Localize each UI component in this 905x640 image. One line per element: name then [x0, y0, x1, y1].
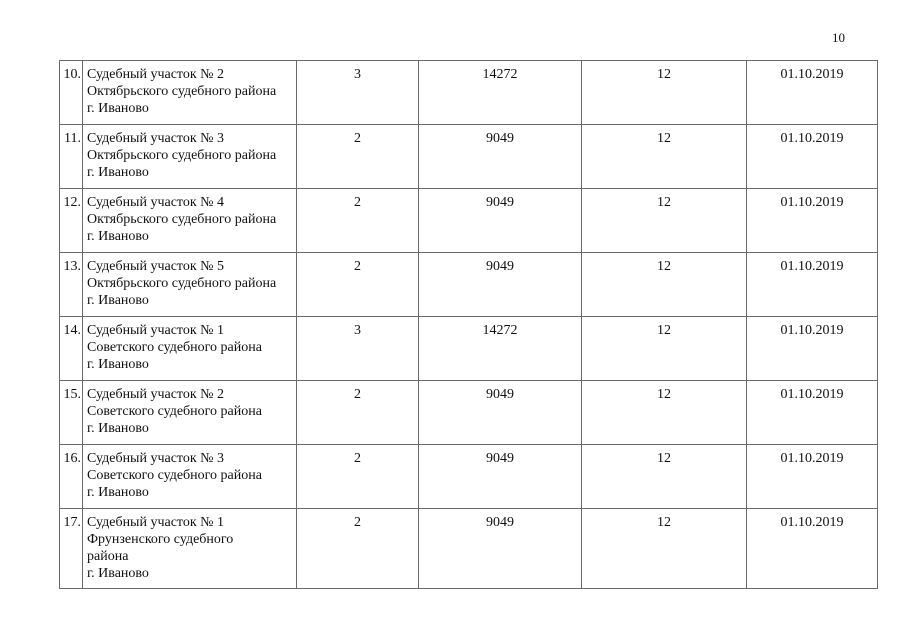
staff-count-cell: 2	[297, 125, 419, 189]
court-name-cell	[83, 381, 297, 445]
court-name-cell	[83, 317, 297, 381]
date-cell: 01.10.2019	[747, 445, 878, 509]
row-number-cell: 14.	[60, 317, 83, 381]
date-cell: 01.10.2019	[747, 189, 878, 253]
court-name-line: Советского судебного района	[87, 468, 262, 483]
court-name-line: г. Иваново	[87, 485, 149, 500]
court-name-line: Судебный участок № 1	[87, 323, 225, 338]
court-name-line: Советского судебного района	[87, 404, 262, 419]
court-name-line: г. Иваново	[87, 566, 149, 581]
months-cell: 12	[582, 381, 747, 445]
row-number-cell: 12.	[60, 189, 83, 253]
court-name-line: Октябрьского судебного района	[87, 84, 277, 99]
table-row	[60, 381, 878, 445]
date-cell: 01.10.2019	[747, 317, 878, 381]
court-name-line: Судебный участок № 4	[87, 195, 225, 210]
amount-cell: 9049	[419, 381, 582, 445]
date-cell: 01.10.2019	[747, 61, 878, 125]
court-name-line: г. Иваново	[87, 229, 149, 244]
months-cell: 12	[582, 509, 747, 589]
table-row	[60, 445, 878, 509]
date-cell: 01.10.2019	[747, 253, 878, 317]
amount-cell: 9049	[419, 125, 582, 189]
staff-count-cell: 3	[297, 317, 419, 381]
court-name-line: Октябрьского судебного района	[87, 212, 277, 227]
court-name-line: г. Иваново	[87, 165, 149, 180]
staff-count-cell: 2	[297, 445, 419, 509]
months-cell: 12	[582, 125, 747, 189]
data-table	[59, 60, 878, 589]
table-row	[60, 509, 878, 589]
amount-cell: 9049	[419, 509, 582, 589]
court-name-line: Судебный участок № 5	[87, 259, 225, 274]
row-number-cell: 13.	[60, 253, 83, 317]
date-cell: 01.10.2019	[747, 381, 878, 445]
court-name-line: Судебный участок № 3	[87, 451, 225, 466]
table-row	[60, 61, 878, 125]
table-body	[60, 61, 878, 589]
row-number-cell: 16.	[60, 445, 83, 509]
months-cell: 12	[582, 61, 747, 125]
date-cell: 01.10.2019	[747, 125, 878, 189]
court-name-line: Судебный участок № 1	[87, 515, 225, 530]
court-name-cell	[83, 61, 297, 125]
court-name-line: района	[87, 549, 129, 564]
row-number-cell: 15.	[60, 381, 83, 445]
row-number-cell: 11.	[60, 125, 83, 189]
amount-cell: 14272	[419, 61, 582, 125]
row-number-cell: 10.	[60, 61, 83, 125]
staff-count-cell: 2	[297, 381, 419, 445]
staff-count-cell: 2	[297, 189, 419, 253]
court-name-cell	[83, 125, 297, 189]
court-name-line: Судебный участок № 2	[87, 67, 225, 82]
staff-count-cell: 2	[297, 253, 419, 317]
amount-cell: 9049	[419, 189, 582, 253]
months-cell: 12	[582, 317, 747, 381]
months-cell: 12	[582, 189, 747, 253]
court-name-line: Октябрьского судебного района	[87, 276, 277, 291]
months-cell: 12	[582, 253, 747, 317]
date-cell: 01.10.2019	[747, 509, 878, 589]
court-name-cell	[83, 189, 297, 253]
court-name-line: Судебный участок № 2	[87, 387, 225, 402]
court-name-cell	[83, 509, 297, 589]
court-name-line: Октябрьского судебного района	[87, 148, 277, 163]
amount-cell: 9049	[419, 253, 582, 317]
court-name-line: Фрунзенского судебного	[87, 532, 234, 547]
months-cell: 12	[582, 445, 747, 509]
table-row	[60, 253, 878, 317]
row-number-cell: 17.	[60, 509, 83, 589]
table-row	[60, 317, 878, 381]
court-name-line: г. Иваново	[87, 357, 149, 372]
court-name-cell	[83, 253, 297, 317]
table-row	[60, 125, 878, 189]
court-name-line: Советского судебного района	[87, 340, 262, 355]
amount-cell: 9049	[419, 445, 582, 509]
page-number: 10	[832, 30, 845, 45]
table-row	[60, 189, 878, 253]
staff-count-cell: 3	[297, 61, 419, 125]
court-name-line: г. Иваново	[87, 293, 149, 308]
staff-count-cell: 2	[297, 509, 419, 589]
court-name-line: г. Иваново	[87, 101, 149, 116]
court-name-line: г. Иваново	[87, 421, 149, 436]
amount-cell: 14272	[419, 317, 582, 381]
court-name-line: Судебный участок № 3	[87, 131, 225, 146]
court-name-cell	[83, 445, 297, 509]
